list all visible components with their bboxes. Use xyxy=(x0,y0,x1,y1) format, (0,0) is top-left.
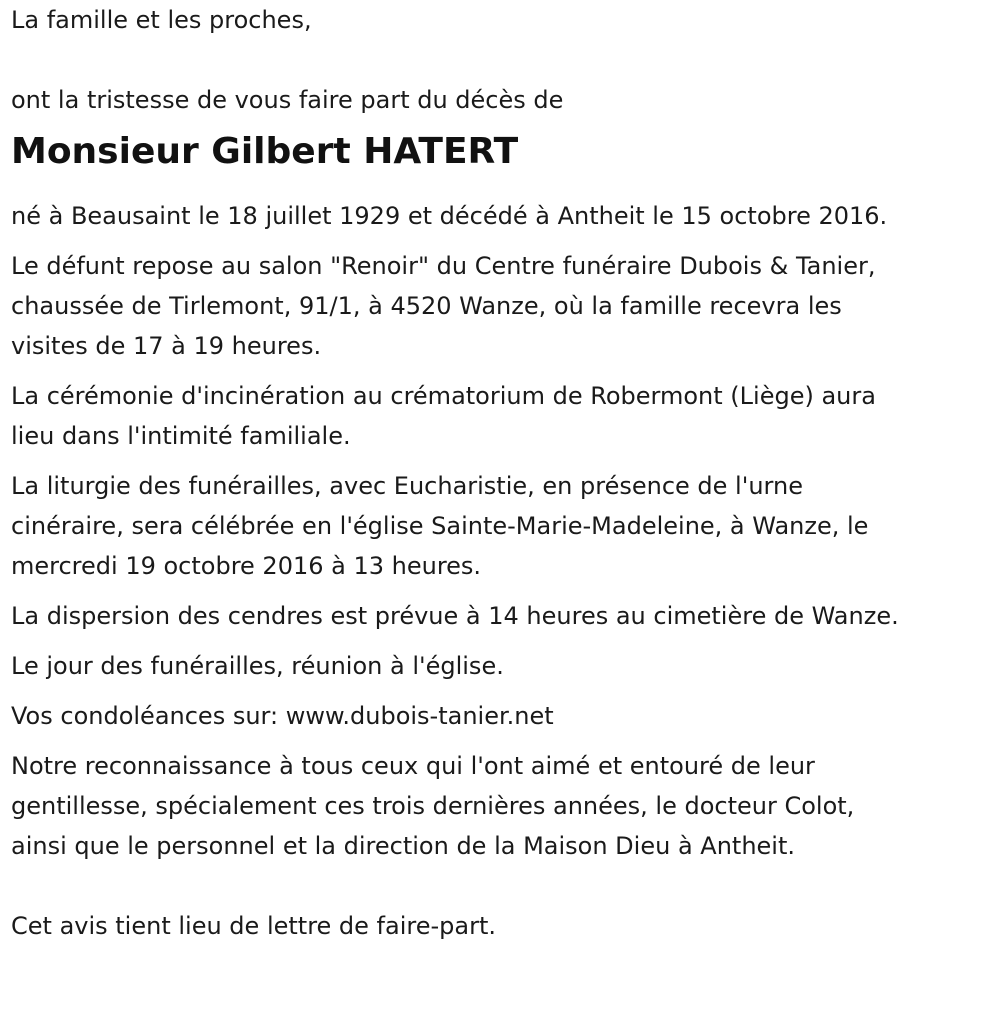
liturgy-line: La liturgie des funérailles, avec Eucharistie, en présence de l'urne xyxy=(11,472,803,500)
spacer xyxy=(11,876,991,906)
liturgy-line: mercredi 19 octobre 2016 à 13 heures. xyxy=(11,552,482,580)
condolences-paragraph xyxy=(11,696,991,736)
birth-death-line: né à Beausaint le 18 juillet 1929 et décédé à Antheit le 15 octobre 2016. xyxy=(11,202,888,230)
viewing-line: Le défunt repose au salon "Renoir" du Centre funéraire Dubois & Tanier, xyxy=(11,252,876,280)
viewing-line: visites de 17 à 19 heures. xyxy=(11,332,322,360)
birth-death-paragraph xyxy=(11,196,991,236)
meeting-paragraph xyxy=(11,646,991,686)
spacer xyxy=(11,40,991,80)
dispersion-line: La dispersion des cendres est prévue à 14 heures au cimetière de Wanze. xyxy=(11,602,899,630)
liturgy-paragraph xyxy=(11,466,991,586)
thanks-line: Notre reconnaissance à tous ceux qui l'ont aimé et entouré de leur xyxy=(11,752,815,780)
condolences-line: Vos condoléances sur: www.dubois-tanier.net xyxy=(11,702,554,730)
announcement-line: ont la tristesse de vous faire part du décès de xyxy=(11,86,564,114)
death-notice xyxy=(11,0,991,946)
opening-line: La famille et les proches, xyxy=(11,6,312,34)
dispersion-paragraph xyxy=(11,596,991,636)
thanks-line: gentillesse, spécialement ces trois dernières années, le docteur Colot, xyxy=(11,792,855,820)
meeting-line: Le jour des funérailles, réunion à l'église. xyxy=(11,652,504,680)
thanks-paragraph xyxy=(11,746,991,866)
spacer xyxy=(11,180,991,196)
deceased-name: Monsieur Gilbert HATERT xyxy=(11,131,519,172)
closing-line: Cet avis tient lieu de lettre de faire-part. xyxy=(11,912,496,940)
viewing-paragraph xyxy=(11,246,991,366)
cremation-line: lieu dans l'intimité familiale. xyxy=(11,422,351,450)
cremation-line: La cérémonie d'incinération au crématorium de Robermont (Liège) aura xyxy=(11,382,876,410)
viewing-line: chaussée de Tirlemont, 91/1, à 4520 Wanze, où la famille recevra les xyxy=(11,292,842,320)
cremation-paragraph xyxy=(11,376,991,456)
thanks-line: ainsi que le personnel et la direction de la Maison Dieu à Antheit. xyxy=(11,832,795,860)
liturgy-line: cinéraire, sera célébrée en l'église Sainte-Marie-Madeleine, à Wanze, le xyxy=(11,512,869,540)
